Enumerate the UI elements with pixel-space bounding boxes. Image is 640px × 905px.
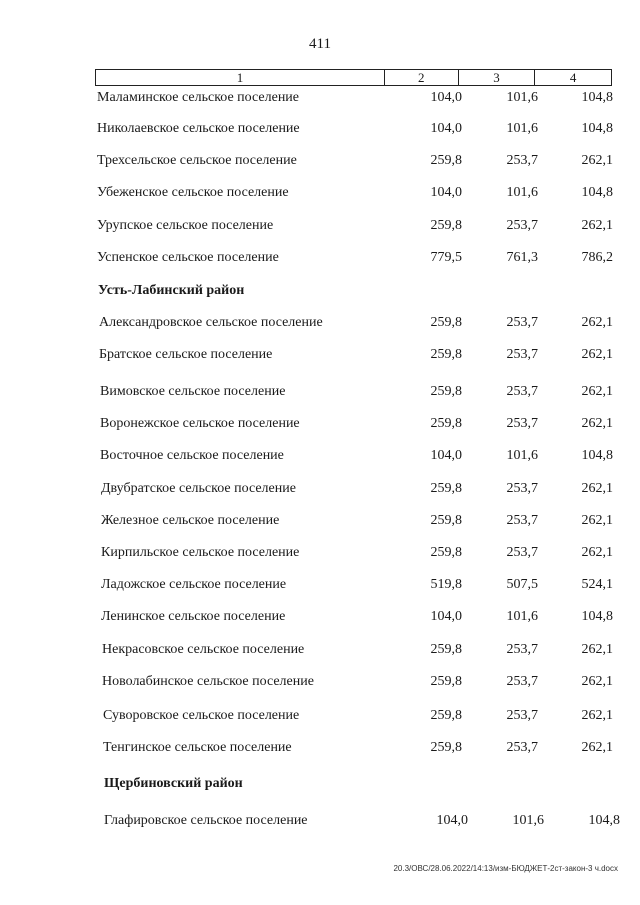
value-col-2: 259,8 <box>430 708 462 723</box>
value-col-4: 104,8 <box>581 448 613 463</box>
settlement-name: Ладожское сельское поселение <box>101 577 287 592</box>
value-col-3: 253,7 <box>506 315 538 330</box>
table-row <box>0 640 640 660</box>
value-col-3: 253,7 <box>506 218 538 233</box>
settlement-name: Суворовское сельское поселение <box>103 708 300 723</box>
value-col-2: 519,8 <box>430 577 462 592</box>
value-col-4: 262,1 <box>581 642 613 657</box>
value-col-2: 104,0 <box>430 609 462 624</box>
table-row <box>0 738 640 758</box>
table-row <box>0 607 640 627</box>
table-row <box>0 543 640 563</box>
value-col-3: 253,7 <box>506 513 538 528</box>
value-col-4: 262,1 <box>581 481 613 496</box>
table-row <box>0 479 640 499</box>
value-col-4: 786,2 <box>581 250 613 265</box>
settlement-name: Братское сельское поселение <box>99 347 273 362</box>
value-col-4: 104,8 <box>581 121 613 136</box>
value-col-3: 101,6 <box>506 448 538 463</box>
value-col-3: 253,7 <box>506 642 538 657</box>
table-row <box>0 313 640 333</box>
settlement-name: Вимовское сельское поселение <box>100 384 286 399</box>
value-col-3: 253,7 <box>506 740 538 755</box>
value-col-2: 259,8 <box>430 315 462 330</box>
value-col-2: 259,8 <box>430 642 462 657</box>
value-col-2: 259,8 <box>430 384 462 399</box>
table-row <box>0 414 640 434</box>
settlement-name: Некрасовское сельское поселение <box>102 642 305 657</box>
value-col-4: 104,8 <box>581 90 613 105</box>
table-row <box>0 811 640 831</box>
district-heading: Щербиновский район <box>104 776 243 791</box>
settlement-name: Ленинское сельское поселение <box>101 609 286 624</box>
value-col-2: 104,0 <box>430 448 462 463</box>
settlement-name: Железное сельское поселение <box>101 513 280 528</box>
value-col-2: 259,8 <box>430 740 462 755</box>
settlement-name: Урупское сельское поселение <box>97 218 274 233</box>
value-col-2: 259,8 <box>430 347 462 362</box>
settlement-name: Двубратское сельское поселение <box>101 481 296 496</box>
value-col-2: 259,8 <box>430 153 462 168</box>
value-col-3: 253,7 <box>506 545 538 560</box>
value-col-3: 253,7 <box>506 153 538 168</box>
value-col-4: 104,8 <box>588 813 620 828</box>
value-col-4: 262,1 <box>581 545 613 560</box>
settlement-name: Успенское сельское поселение <box>97 250 279 265</box>
settlement-name: Воронежское сельское поселение <box>100 416 300 431</box>
settlement-name: Трехсельское сельское поселение <box>97 153 297 168</box>
value-col-3: 101,6 <box>512 813 544 828</box>
table-row <box>0 706 640 726</box>
value-col-4: 262,1 <box>581 708 613 723</box>
district-heading: Усть-Лабинский район <box>98 283 245 298</box>
table-header <box>95 69 612 86</box>
value-col-4: 262,1 <box>581 740 613 755</box>
table-row <box>0 345 640 365</box>
value-col-2: 259,8 <box>430 481 462 496</box>
value-col-4: 262,1 <box>581 416 613 431</box>
value-col-2: 259,8 <box>430 513 462 528</box>
header-col-1: 1 <box>96 70 385 85</box>
table-row <box>0 511 640 531</box>
value-col-2: 259,8 <box>430 416 462 431</box>
value-col-3: 253,7 <box>506 708 538 723</box>
table-row <box>0 382 640 402</box>
value-col-3: 101,6 <box>506 90 538 105</box>
settlement-name: Убеженское сельское поселение <box>97 185 289 200</box>
value-col-3: 761,3 <box>506 250 538 265</box>
value-col-4: 262,1 <box>581 218 613 233</box>
header-col-3: 3 <box>459 70 536 85</box>
value-col-3: 253,7 <box>506 674 538 689</box>
table-row <box>0 183 640 203</box>
value-col-4: 262,1 <box>581 513 613 528</box>
value-col-2: 259,8 <box>430 674 462 689</box>
value-col-3: 101,6 <box>506 609 538 624</box>
value-col-2: 104,0 <box>430 185 462 200</box>
value-col-3: 101,6 <box>506 121 538 136</box>
settlement-name: Николаевское сельское поселение <box>97 121 300 136</box>
value-col-4: 262,1 <box>581 153 613 168</box>
table-row <box>0 88 640 108</box>
table-row <box>0 672 640 692</box>
value-col-3: 253,7 <box>506 384 538 399</box>
settlement-name: Восточное сельское поселение <box>100 448 284 463</box>
settlement-name: Тенгинское сельское поселение <box>103 740 292 755</box>
value-col-3: 101,6 <box>506 185 538 200</box>
value-col-4: 104,8 <box>581 185 613 200</box>
value-col-2: 104,0 <box>436 813 468 828</box>
table-row <box>0 248 640 268</box>
value-col-4: 262,1 <box>581 674 613 689</box>
value-col-2: 259,8 <box>430 545 462 560</box>
header-col-4: 4 <box>569 70 577 85</box>
settlement-name: Новолабинское сельское поселение <box>102 674 314 689</box>
page-number: 411 <box>309 36 331 52</box>
settlement-name: Александровское сельское поселение <box>99 315 323 330</box>
value-col-4: 524,1 <box>581 577 613 592</box>
table-row <box>0 446 640 466</box>
value-col-3: 253,7 <box>506 416 538 431</box>
value-col-3: 253,7 <box>506 347 538 362</box>
settlement-name: Глафировское сельское поселение <box>104 813 308 828</box>
value-col-4: 262,1 <box>581 347 613 362</box>
table-row <box>0 151 640 171</box>
value-col-4: 104,8 <box>581 609 613 624</box>
table-row <box>0 575 640 595</box>
settlement-name: Маламинское сельское поселение <box>97 90 300 105</box>
value-col-3: 507,5 <box>506 577 538 592</box>
value-col-2: 104,0 <box>430 90 462 105</box>
value-col-2: 779,5 <box>430 250 462 265</box>
table-row <box>0 119 640 139</box>
document-footer: 20.3/ОВС/28.06.2022/14:13/изм-БЮДЖЕТ-2ст-закон-3 ч.docx <box>393 864 618 873</box>
header-col-2: 2 <box>385 70 459 85</box>
value-col-4: 262,1 <box>581 384 613 399</box>
value-col-2: 259,8 <box>430 218 462 233</box>
value-col-4: 262,1 <box>581 315 613 330</box>
value-col-3: 253,7 <box>506 481 538 496</box>
settlement-name: Кирпильское сельское поселение <box>101 545 300 560</box>
value-col-2: 104,0 <box>430 121 462 136</box>
table-row <box>0 216 640 236</box>
